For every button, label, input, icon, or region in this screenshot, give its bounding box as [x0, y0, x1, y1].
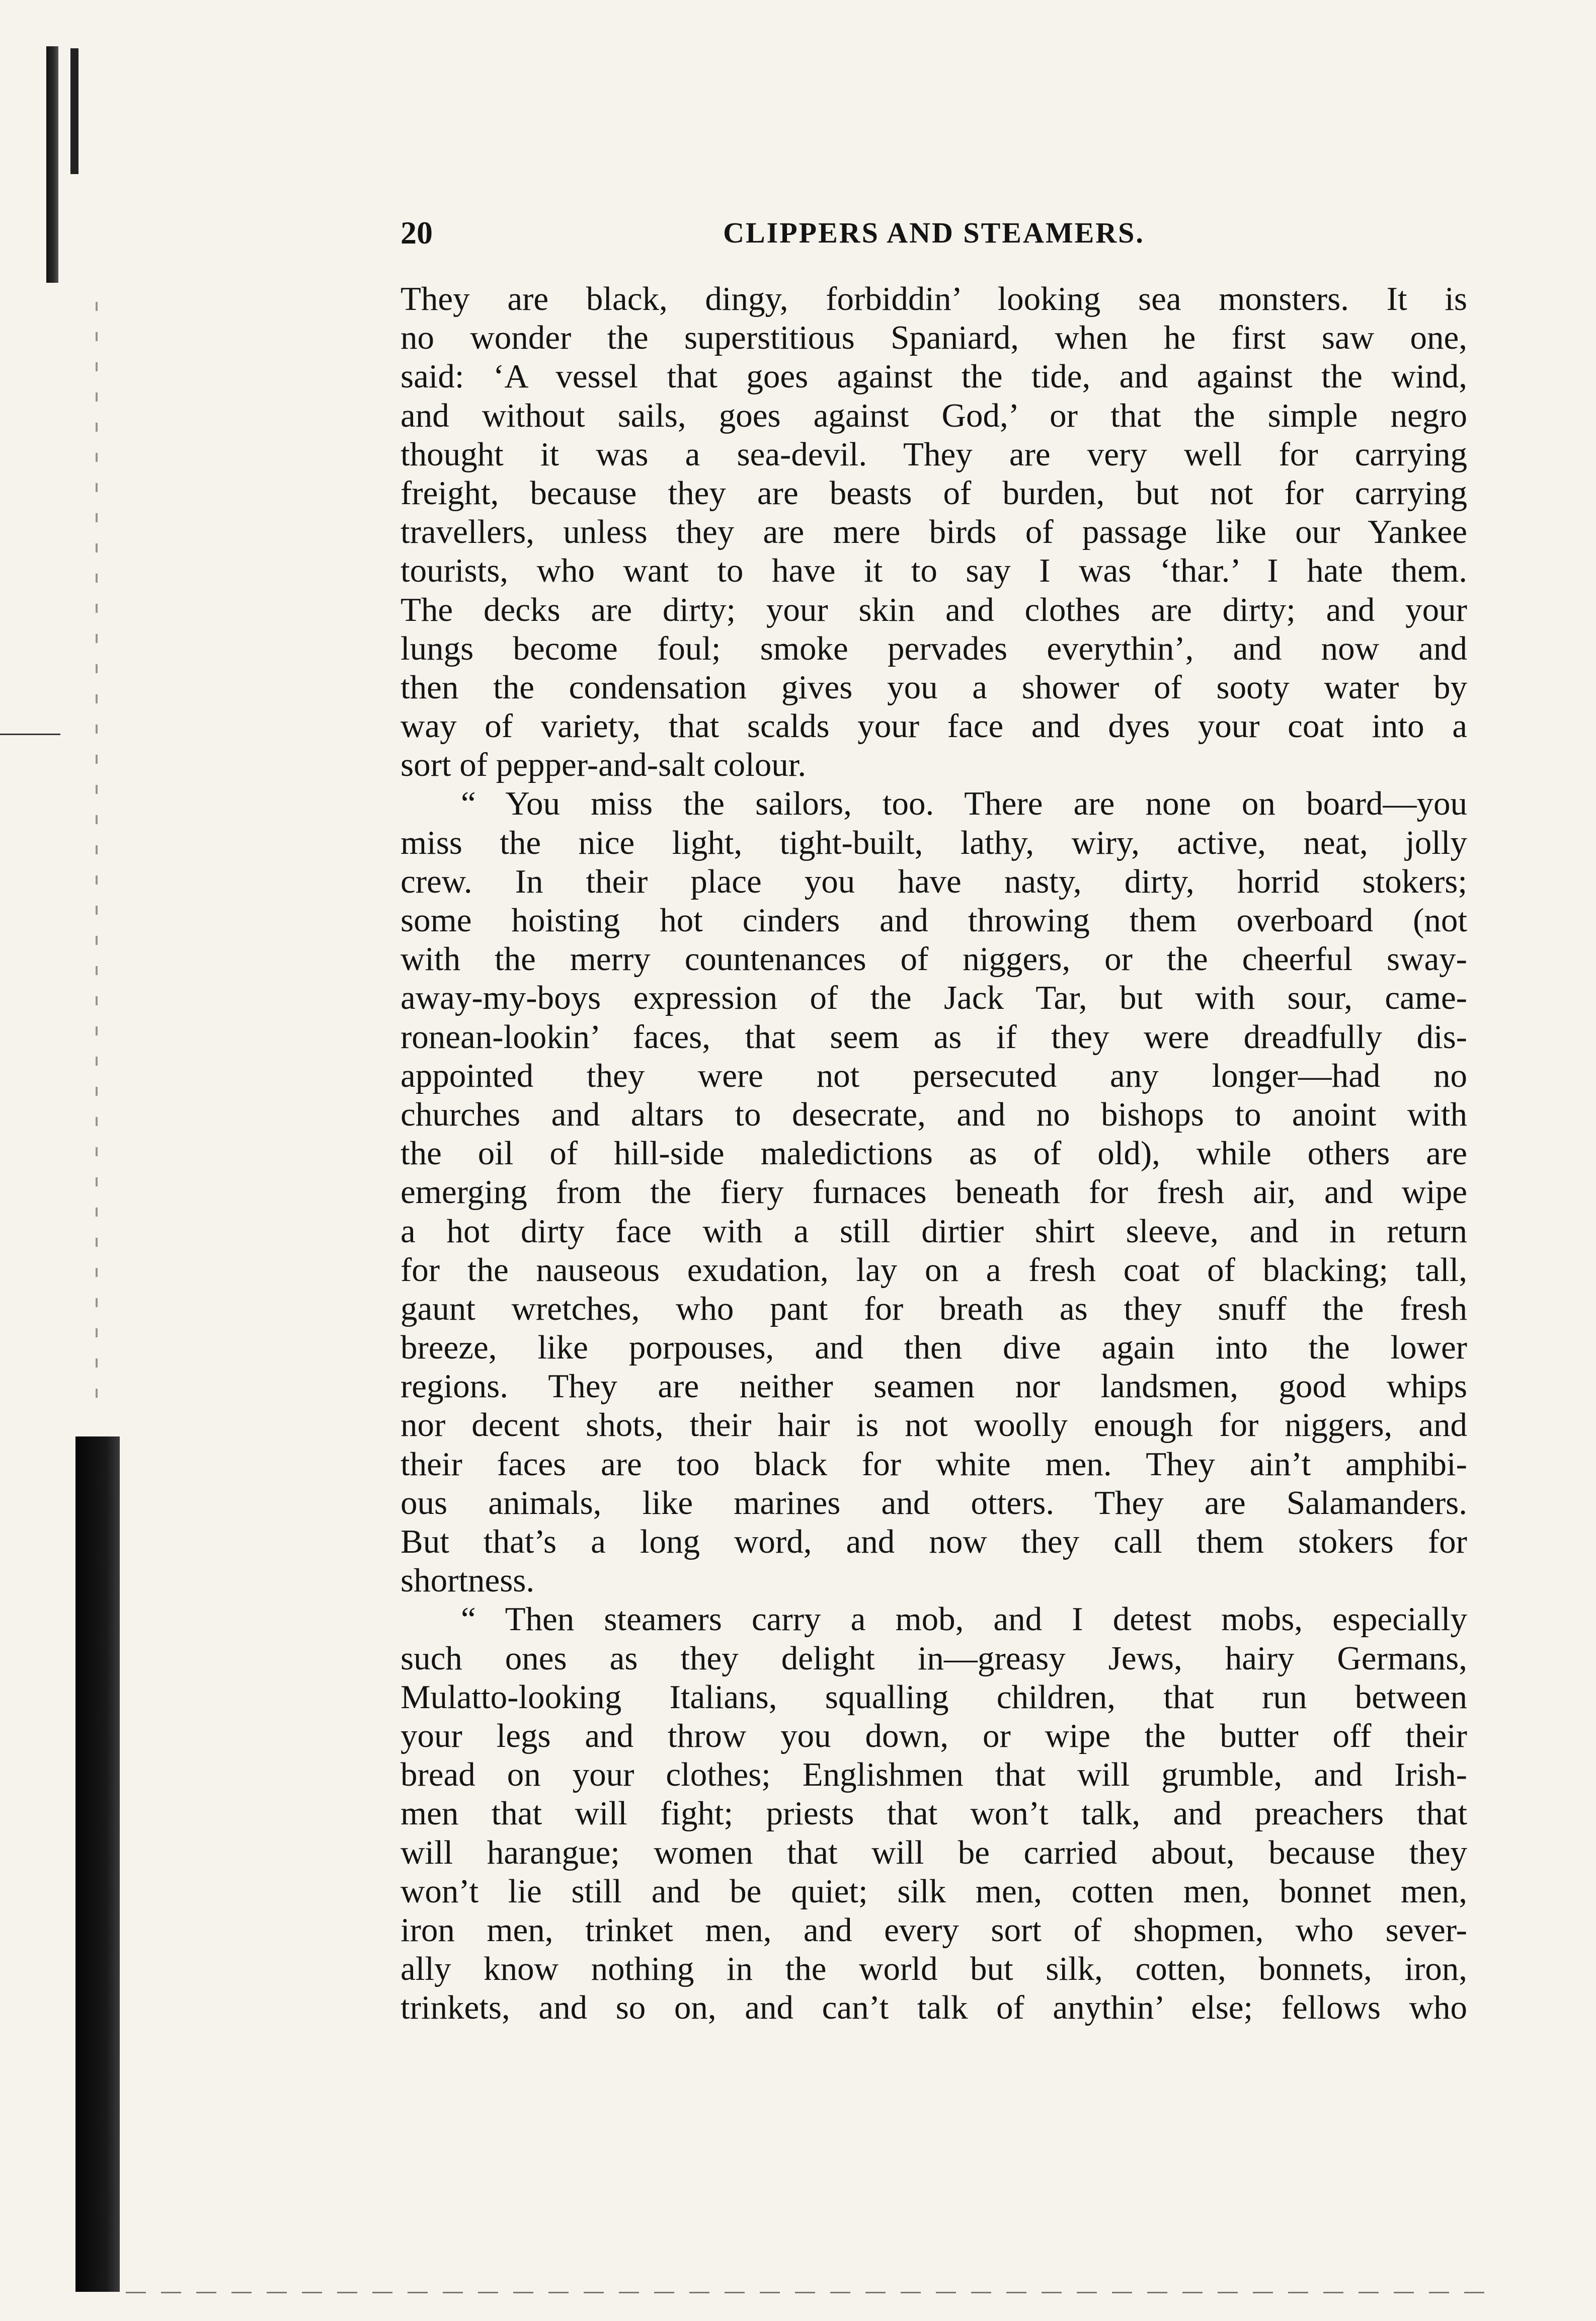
text-line: The decks are dirty; your skin and clothes are dirty; and your: [401, 591, 1467, 628]
binding-stitch-marks: [96, 302, 98, 1409]
text-line: travellers, unless they are mere birds of passage like our Yankee: [401, 513, 1467, 551]
text-line: churches and altars to desecrate, and no bishops to anoint with: [401, 1095, 1467, 1133]
binding-edge-shadow: [46, 46, 58, 283]
text-line: way of variety, that scalds your face and dyes your coat into a: [401, 707, 1467, 745]
text-line: men that will fight; priests that won’t talk, and preachers that: [401, 1795, 1467, 1832]
binding-edge-mark: [70, 48, 78, 174]
bottom-scan-rule: [126, 2292, 1484, 2293]
text-line: emerging from the fiery furnaces beneath for fresh air, and wipe: [401, 1173, 1467, 1211]
binding-spine-shadow: [75, 1436, 120, 2292]
text-line: tourists, who want to have it to say I was ‘thar.’ I hate them.: [401, 552, 1467, 590]
page-number: 20: [401, 215, 433, 251]
text-line: said: ‘A vessel that goes against the tide, and against the wind,: [401, 358, 1467, 395]
text-line: and without sails, goes against God,’ or that the simple negro: [401, 396, 1467, 434]
text-line: such ones as they delight in—greasy Jews, hairy Germans,: [401, 1639, 1467, 1677]
text-line: then the condensation gives you a shower of sooty water by: [401, 668, 1467, 706]
text-line: breeze, like porpouses, and then dive again into the lower: [401, 1329, 1467, 1367]
text-line: ally know nothing in the world but silk, cotten, bonnets, iron,: [401, 1950, 1467, 1988]
text-line: They are black, dingy, forbiddin’ looking sea monsters. It is: [401, 280, 1467, 317]
text-line: gaunt wretches, who pant for breath as they snuff the fresh: [401, 1290, 1467, 1327]
text-line: with the merry countenances of niggers, or the cheerful sway-: [401, 940, 1467, 978]
text-line: thought it was a sea-devil. They are very well for carrying: [401, 435, 1467, 473]
text-line: lungs become foul; smoke pervades everythin’, and now and: [401, 629, 1467, 667]
text-line: freight, because they are beasts of burden, but not for carrying: [401, 474, 1467, 512]
text-line: some hoisting hot cinders and throwing them overboard (not: [401, 902, 1467, 939]
text-line: the oil of hill-side maledictions as of old), while others are: [401, 1135, 1467, 1172]
text-line: won’t lie still and be quiet; silk men, cotten men, bonnet men,: [401, 1872, 1467, 1910]
scan-margin-mark: [0, 734, 60, 735]
text-line: their faces are too black for white men. They ain’t amphibi-: [401, 1445, 1467, 1483]
text-line: no wonder the superstitious Spaniard, when he first saw one,: [401, 319, 1467, 357]
page-header: [401, 210, 1467, 256]
text-line: appointed they were not persecuted any longer—had no: [401, 1057, 1467, 1094]
text-line: a hot dirty face with a still dirtier shirt sleeve, and in return: [401, 1212, 1467, 1250]
text-line: miss the nice light, tight-built, lathy, wiry, active, neat, jolly: [401, 824, 1467, 861]
text-line: crew. In their place you have nasty, dirty, horrid stokers;: [401, 862, 1467, 900]
text-line: ous animals, like marines and otters. They are Salamanders.: [401, 1484, 1467, 1522]
text-line: iron men, trinket men, and every sort of shopmen, who sever-: [401, 1911, 1467, 1949]
text-line: nor decent shots, their hair is not woolly enough for niggers, and: [401, 1406, 1467, 1444]
text-line: your legs and throw you down, or wipe the butter off their: [401, 1717, 1467, 1754]
text-line: regions. They are neither seamen nor landsmen, good whips: [401, 1368, 1467, 1405]
running-head: CLIPPERS AND STEAMERS.: [723, 216, 1145, 249]
text-line: will harangue; women that will be carried about, because they: [401, 1833, 1467, 1871]
text-line: shortness.: [401, 1562, 535, 1599]
text-line: But that’s a long word, and now they call them stokers for: [401, 1523, 1467, 1560]
body-text: [401, 280, 1467, 2027]
text-line: “ Then steamers carry a mob, and I detest mobs, especially: [461, 1600, 1467, 1638]
text-line: bread on your clothes; Englishmen that will grumble, and Irish-: [401, 1756, 1467, 1794]
text-line: away-my-boys expression of the Jack Tar, but with sour, came-: [401, 979, 1467, 1017]
text-line: trinkets, and so on, and can’t talk of anythin’ else; fellows who: [401, 1989, 1467, 2027]
text-line: Mulatto-looking Italians, squalling children, that run between: [401, 1678, 1467, 1716]
text-line: for the nauseous exudation, lay on a fresh coat of blacking; tall,: [401, 1251, 1467, 1289]
text-line: sort of pepper-and-salt colour.: [401, 746, 807, 784]
text-line: ronean-lookin’ faces, that seem as if they were dreadfully dis-: [401, 1018, 1467, 1056]
text-line: “ You miss the sailors, too. There are none on board—you: [461, 785, 1467, 823]
